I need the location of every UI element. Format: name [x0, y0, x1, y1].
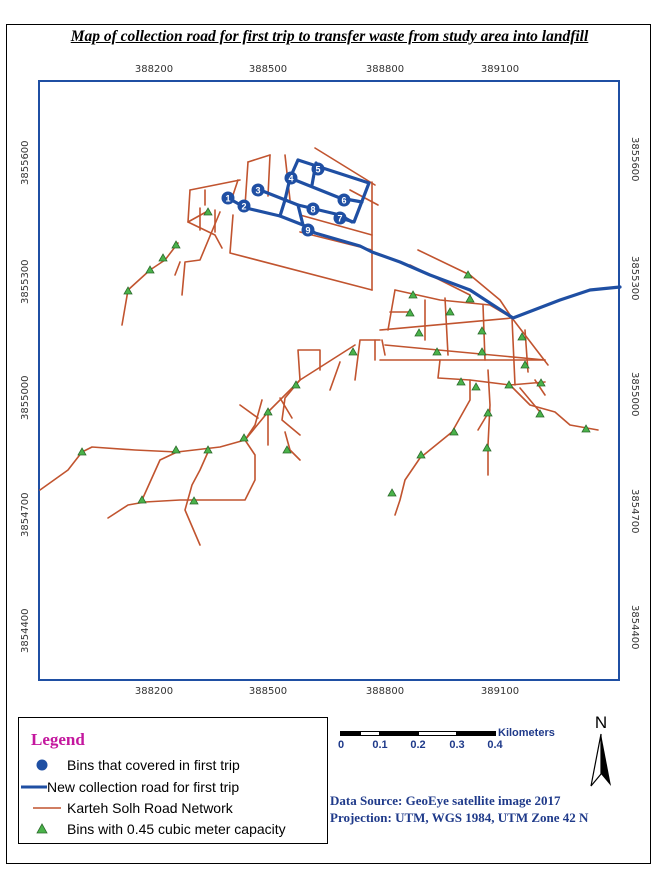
bin-triangle [159, 254, 167, 261]
blue-line-icon [19, 778, 47, 796]
y-tick-left-5: 3854400 [20, 608, 31, 653]
x-tick-bottom-3: 388800 [365, 686, 405, 697]
bin-triangle [536, 410, 544, 417]
y-tick-right-2: 3855300 [629, 256, 640, 301]
blue-dot-icon [31, 756, 67, 774]
bin-triangle [204, 208, 212, 215]
scale-segment [360, 731, 380, 736]
legend-title: Legend [31, 730, 85, 749]
covered-bin-8[interactable] [307, 203, 320, 216]
legend-item-collection-road [19, 778, 239, 796]
y-tick-left-2: 3855300 [20, 259, 31, 304]
bin-triangle [415, 329, 423, 336]
scale-segment [380, 731, 418, 736]
y-tick-right-1: 3855600 [629, 137, 640, 182]
bin-triangle [388, 489, 396, 496]
bin-triangle [446, 308, 454, 315]
covered-bin-4[interactable] [285, 172, 298, 185]
covered-bin-9[interactable] [302, 224, 315, 237]
covered-bin-label: 1 [225, 193, 231, 204]
x-tick-top-2: 388500 [248, 64, 288, 75]
x-tick-top-1: 388200 [134, 64, 174, 75]
x-tick-bottom-2: 388500 [248, 686, 288, 697]
north-arrow [583, 712, 619, 792]
bin-triangle [78, 448, 86, 455]
green-triangle-icon [31, 820, 67, 838]
y-tick-right-5: 3854400 [629, 605, 640, 650]
covered-bin-7[interactable] [334, 212, 347, 225]
bin-triangle [478, 327, 486, 334]
covered-bin-label: 6 [341, 195, 347, 206]
bin-triangle [450, 428, 458, 435]
legend-box [18, 717, 328, 844]
north-label: N [594, 713, 608, 732]
bin-triangle [484, 409, 492, 416]
bin-triangle [483, 444, 491, 451]
data-source-text: Data Source: GeoEye satellite image 2017 [330, 793, 561, 808]
covered-bin-6[interactable] [338, 194, 351, 207]
covered-bin-5[interactable] [312, 163, 325, 176]
x-tick-bottom-4: 389100 [480, 686, 520, 697]
map-title: Map of collection road for first trip to transfer waste from study area into landfill [70, 28, 589, 45]
scale-segment [418, 731, 457, 736]
red-line-icon [19, 799, 67, 817]
x-tick-top-3: 388800 [365, 64, 405, 75]
y-tick-right-4: 3854700 [629, 489, 640, 534]
legend-label: Karteh Solh Road Network [67, 800, 233, 816]
y-tick-left-4: 3854700 [20, 492, 31, 537]
bin-triangle [349, 348, 357, 355]
bin-triangle [172, 446, 180, 453]
scale-label-3: 0.3 [449, 739, 465, 751]
bin-triangle [146, 266, 154, 273]
projection-text: Projection: UTM, WGS 1984, UTM Zone 42 N [330, 810, 589, 825]
legend-label: Bins that covered in first trip [67, 757, 240, 773]
bin-triangle [466, 295, 474, 302]
covered-bin-label: 5 [315, 164, 321, 175]
scale-label-2: 0.2 [410, 739, 426, 751]
scale-segment [340, 731, 360, 736]
x-tick-bottom-1: 388200 [134, 686, 174, 697]
y-tick-left-3: 3855000 [20, 375, 31, 420]
bin-triangle [138, 496, 146, 503]
covered-bin-label: 8 [310, 204, 316, 215]
x-tick-top-4: 389100 [480, 64, 520, 75]
y-tick-left-1: 3855600 [20, 140, 31, 185]
collection-road [228, 160, 620, 318]
covered-bin-label: 7 [337, 213, 343, 224]
y-tick-right-3: 3855000 [629, 372, 640, 417]
legend-label: New collection road for first trip [47, 779, 240, 795]
covered-bin-label: 9 [305, 225, 311, 236]
covered-bin-label: 4 [288, 173, 294, 184]
scale-segment [457, 731, 496, 736]
scale-unit: Kilometers [498, 727, 555, 739]
scale-label-1: 0.1 [372, 739, 388, 751]
covered-bin-3[interactable] [252, 184, 265, 197]
scale-label-0: 0 [337, 739, 345, 751]
legend-item-capacity-bins [31, 820, 286, 838]
scale-label-4: 0.4 [487, 739, 503, 751]
covered-bin-label: 3 [255, 185, 261, 196]
bin-triangle [172, 241, 180, 248]
legend-item-covered-bins [31, 756, 240, 774]
covered-bin-2[interactable] [238, 200, 251, 213]
covered-bin-label: 2 [241, 201, 247, 212]
bin-triangle [472, 383, 480, 390]
scale-bar [337, 727, 555, 757]
covered-bin-1[interactable] [222, 192, 235, 205]
legend-label: Bins with 0.45 cubic meter capacity [67, 821, 286, 837]
legend-item-road-network [19, 799, 233, 817]
